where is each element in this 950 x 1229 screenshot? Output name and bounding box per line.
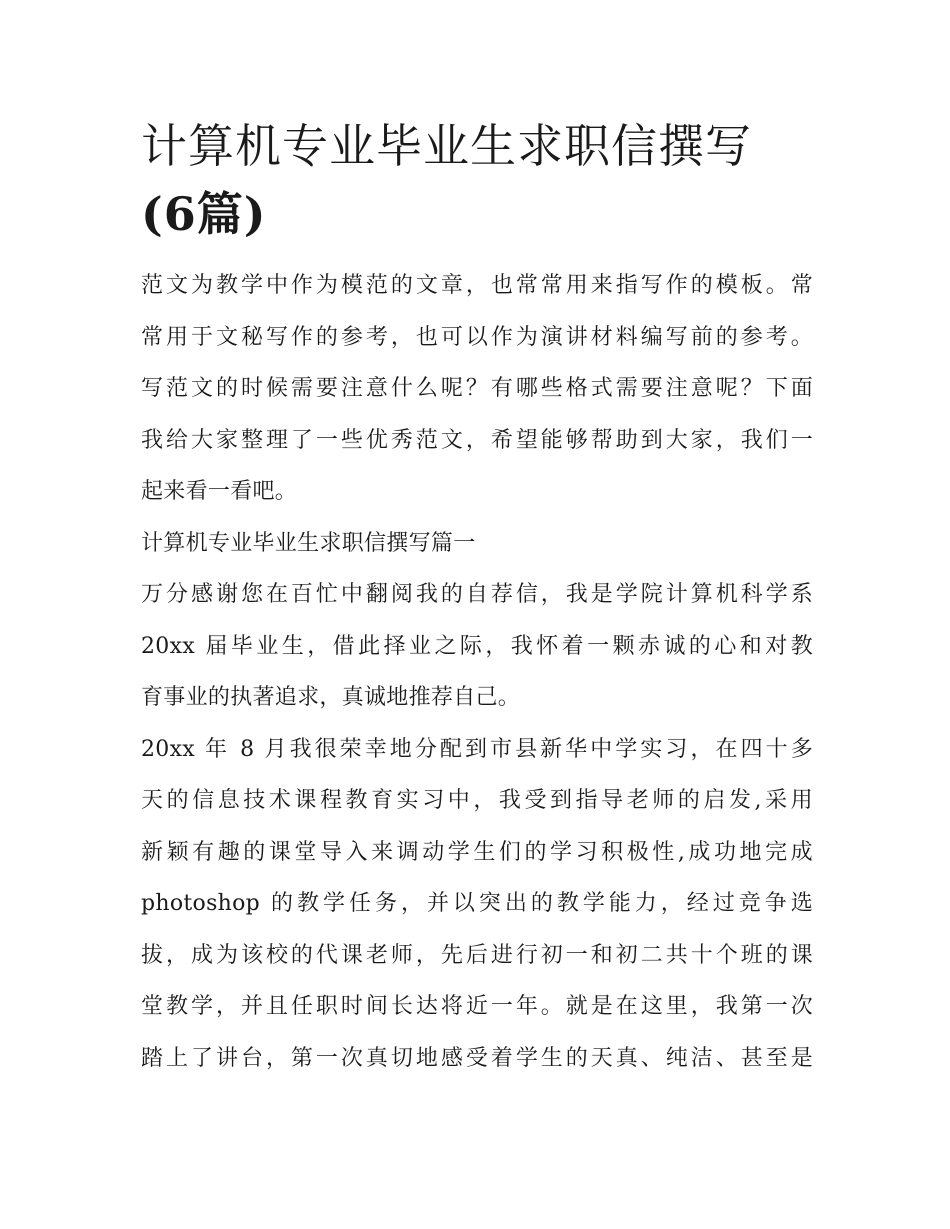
text-line: 范文为教学中作为模范的文章，也常常用来指写作的模板。常 bbox=[141, 273, 813, 298]
document-title bbox=[141, 112, 813, 248]
text-line: 育事业的执著追求，真诚地推荐自己。 bbox=[141, 685, 521, 710]
text-line: 万分感谢您在百忙中翻阅我的自荐信，我是学院计算机科学系 bbox=[141, 582, 813, 607]
text-line: 20xx 年 8 月我很荣幸地分配到市县新华中学实习，在四十多 bbox=[141, 736, 813, 762]
text-line: 天的信息技术课程教育实习中，我受到指导老师的启发,采用 bbox=[141, 788, 813, 813]
text-line: 拔，成为该校的代课老师，先后进行初一和初二共十个班的课 bbox=[141, 942, 813, 968]
text-line: photoshop 的教学任务，并以突出的教学能力，经过竞争选 bbox=[141, 891, 813, 916]
text-line: 20xx 届毕业生，借此择业之际，我怀着一颗赤诚的心和对教 bbox=[141, 633, 813, 659]
section-heading: 计算机专业毕业生求职信撰写篇一 bbox=[141, 530, 476, 556]
paragraph-1 bbox=[141, 569, 813, 724]
text-line: 新颖有趣的课堂导入来调动学生们的学习积极性,成功地完成 bbox=[141, 839, 813, 865]
text-line: 常用于文秘写作的参考，也可以作为演讲材料编写前的参考。 bbox=[141, 324, 813, 350]
text-line: 写范文的时候需要注意什么呢？有哪些格式需要注意呢？下面 bbox=[141, 376, 813, 401]
document-body bbox=[141, 112, 813, 1084]
paragraph-2 bbox=[141, 724, 813, 1085]
text-line: 堂教学，并且任职时间长达将近一年。就是在这里，我第一次 bbox=[141, 994, 813, 1019]
intro-paragraph bbox=[141, 260, 813, 518]
text-line: 我给大家整理了一些优秀范文，希望能够帮助到大家，我们一 bbox=[141, 427, 813, 453]
text-line: 起来看一看吧。 bbox=[141, 479, 298, 504]
text-line: 踏上了讲台，第一次真切地感受着学生的天真、纯洁、甚至是 bbox=[141, 1045, 813, 1071]
title-main: 计算机专业毕业生求职信撰写 bbox=[141, 119, 752, 173]
title-sub: (6篇) bbox=[141, 187, 267, 241]
